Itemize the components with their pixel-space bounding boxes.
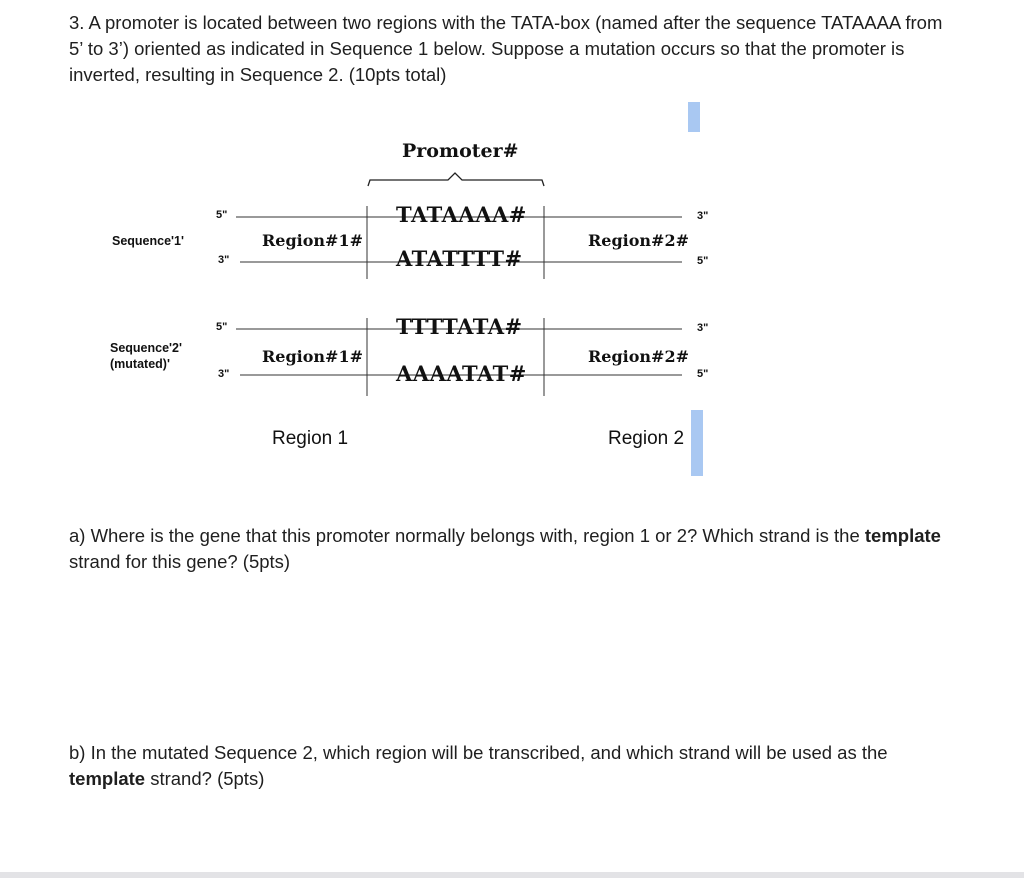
- seq1-bottom-3prime: 3": [218, 254, 230, 266]
- question-part-a: [69, 523, 949, 575]
- region2-caption: Region 2: [608, 428, 685, 449]
- part-b-text-end: strand? (5pts): [145, 768, 265, 789]
- seq2-bottom-5prime: 5": [697, 368, 709, 380]
- promoter-bracket: [368, 173, 544, 186]
- part-b-text: b) In the mutated Sequence 2, which region will be transcribed, and which strand will be used as the: [69, 742, 888, 763]
- seq2-label-mutated: (mutated)': [110, 357, 170, 371]
- seq2-top-3prime: 3": [697, 322, 709, 334]
- seq2-top-sequence: TTTTATA#: [396, 314, 523, 339]
- part-b-bold: template: [69, 768, 146, 789]
- seq1-region2: Region#2#: [588, 231, 689, 250]
- seq1-bottom-5prime: 5": [697, 255, 709, 267]
- seq1-label: Sequence'1': [112, 234, 184, 248]
- seq2-label: Sequence'2': [110, 341, 182, 355]
- seq1-top-3prime: 3": [697, 210, 709, 222]
- promoter-label: Promoter#: [402, 140, 519, 162]
- seq1-bottom-sequence: ATATTTT#: [396, 246, 523, 271]
- part-a-text-end: strand for this gene? (5pts): [69, 551, 291, 572]
- part-a-bold: template: [864, 525, 941, 546]
- seq1-top-5prime: 5": [216, 209, 228, 221]
- part-a-text: a) Where is the gene that this promoter normally belongs with, region 1 or 2? Which strand is the: [69, 525, 865, 546]
- seq2-bottom-sequence: AAAATAT#: [396, 361, 527, 386]
- seq2-region1: Region#1#: [262, 347, 363, 366]
- seq2-top-5prime: 5": [216, 321, 228, 333]
- question-intro: 3. A promoter is located between two regions with the TATA-box (named after the sequence TATAAAA from 5’ to 3’) oriented as indicated in Sequence 1 below. Suppose a mutation occurs so that the promoter is inverted, resulting in Sequence 2. (10pts total): [69, 12, 943, 85]
- region1-caption: Region 1: [272, 428, 349, 449]
- seq1-top-sequence: TATAAAA#: [396, 202, 527, 227]
- seq1-region1: Region#1#: [262, 231, 363, 250]
- seq2-region2: Region#2#: [588, 347, 689, 366]
- bottom-scroll-edge: [0, 872, 1024, 878]
- seq2-bottom-3prime: 3": [218, 368, 230, 380]
- question-part-b: [69, 740, 949, 792]
